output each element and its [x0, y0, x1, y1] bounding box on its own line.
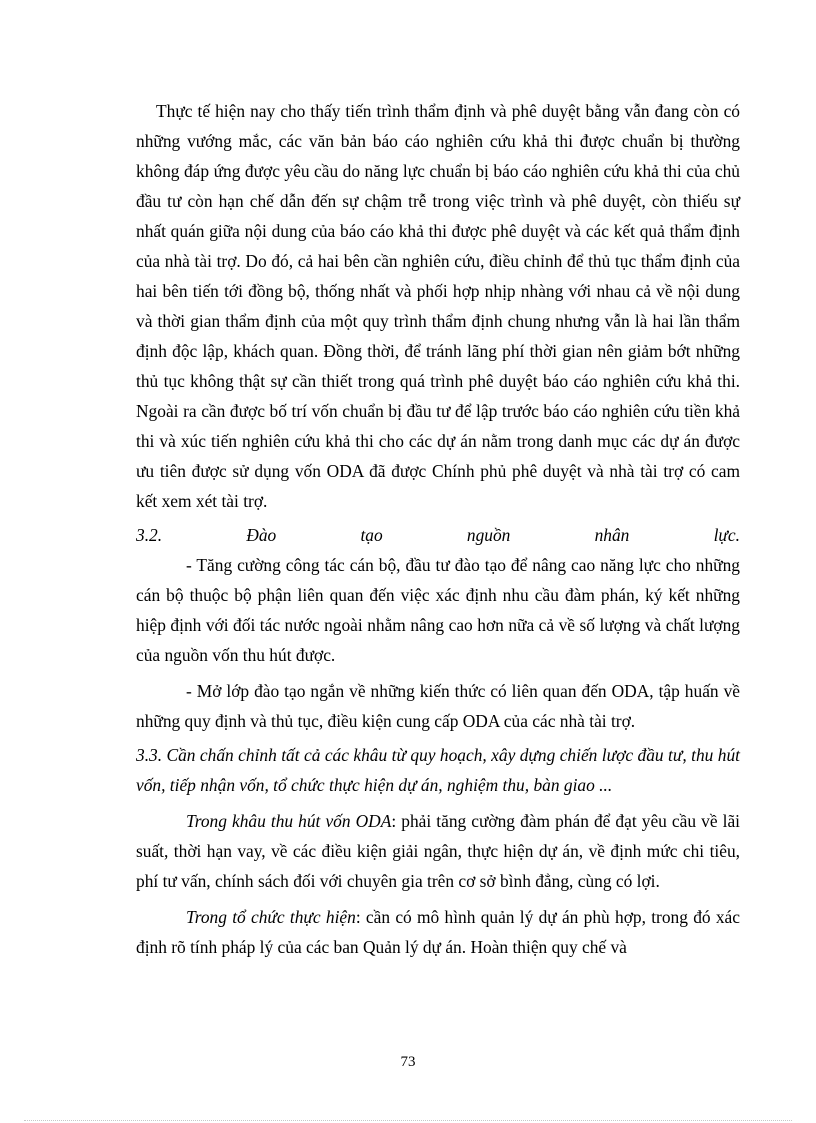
runin-heading: Trong khâu thu hút vốn ODA	[186, 811, 392, 831]
paragraph-short-courses: - Mở lớp đào tạo ngắn về những kiến thức có liên quan đến ODA, tập huấn về những quy định và thủ tục, điều kiện cung cấp ODA của các nhà tài trợ.	[136, 681, 740, 731]
runin-heading: Trong tổ chức thực hiện	[186, 907, 356, 927]
paragraph-staff-training: - Tăng cường công tác cán bộ, đầu tư đào tạo để nâng cao năng lực cho những cán bộ thuộc bộ phận liên quan đến việc xác định nhu cầu đàm phán, ký kết những hiệp định với đối tác nước ngoài nhằm nâng cao hơn nữa cả về số lượng và chất lượng của nguồn vốn thu hút được.	[136, 555, 740, 665]
page-number: 73	[400, 1054, 416, 1070]
paragraph-oda-attraction	[136, 806, 740, 896]
heading-word: tạo	[360, 525, 383, 545]
heading-word: lực.	[713, 525, 740, 545]
heading-word: 3.2.	[136, 525, 163, 545]
page-bottom-divider	[24, 1120, 792, 1121]
heading-word: nguồn	[466, 525, 511, 545]
section-heading-3-3: 3.3. Cần chấn chỉnh tất cả các khâu từ quy hoạch, xây dựng chiến lược đầu tư, thu hút vốn, tiếp nhận vốn, tổ chức thực hiện dự án, nghiệm thu, bàn giao ...	[136, 745, 740, 795]
paragraph-text: : cần có mô hình quản lý dự án phù hợp, trong đó xác định rõ tính pháp lý của các ban Quản lý dự án. Hoàn thiện quy chế và	[136, 907, 740, 957]
paragraph-text: : phải tăng cường đàm phán để đạt yêu cầu về lãi suất, thời hạn vay, về các điều kiện giải ngân, thực hiện dự án, về định mức chi tiêu, phí tư vấn, chính sách đối với chuyên gia trên cơ sở bình đẳng, cùng có lợi.	[136, 811, 740, 891]
section-heading-3-2	[136, 520, 740, 550]
heading-word: nhân	[594, 525, 630, 545]
heading-word: Đào	[246, 525, 277, 545]
paragraph-implementation	[136, 902, 740, 962]
paragraph-appraisal-process: Thực tế hiện nay cho thấy tiến trình thẩm định và phê duyệt bằng vẫn đang còn có những vướng mắc, các văn bản báo cáo nghiên cứu khả thi được chuẩn bị thường không đáp ứng được yêu cầu do năng lực chuẩn bị báo cáo nghiên cứu khả thi của chủ đầu tư còn hạn chế dẫn đến sự chậm trễ trong việc trình và phê duyệt, còn thiếu sự nhất quán giữa nội dung của báo cáo khả thi được phê duyệt và các kết quả thẩm định của nhà tài trợ. Do đó, cả hai bên cần nghiên cứu, điều chỉnh để thủ tục thẩm định của hai bên tiến tới đồng bộ, thống nhất và phối hợp nhịp nhàng với nhau cả về nội dung và thời gian thẩm định của một quy trình thẩm định chung nhưng vẫn là hai lần thẩm định độc lập, khách quan. Đồng thời, để tránh lãng phí thời gian nên giảm bớt những thủ tục không thật sự cần thiết trong quá trình phê duyệt báo cáo nghiên cứu khả thi. Ngoài ra cần được bố trí vốn chuẩn bị đầu tư để lập trước báo cáo nghiên cứu tiền khả thi và xúc tiến nghiên cứu khả thi cho các dự án nằm trong danh mục các dự án được ưu tiên được sử dụng vốn ODA đã được Chính phủ phê duyệt và nhà tài trợ có cam kết xem xét tài trợ.	[136, 101, 740, 511]
document-body	[136, 96, 740, 962]
